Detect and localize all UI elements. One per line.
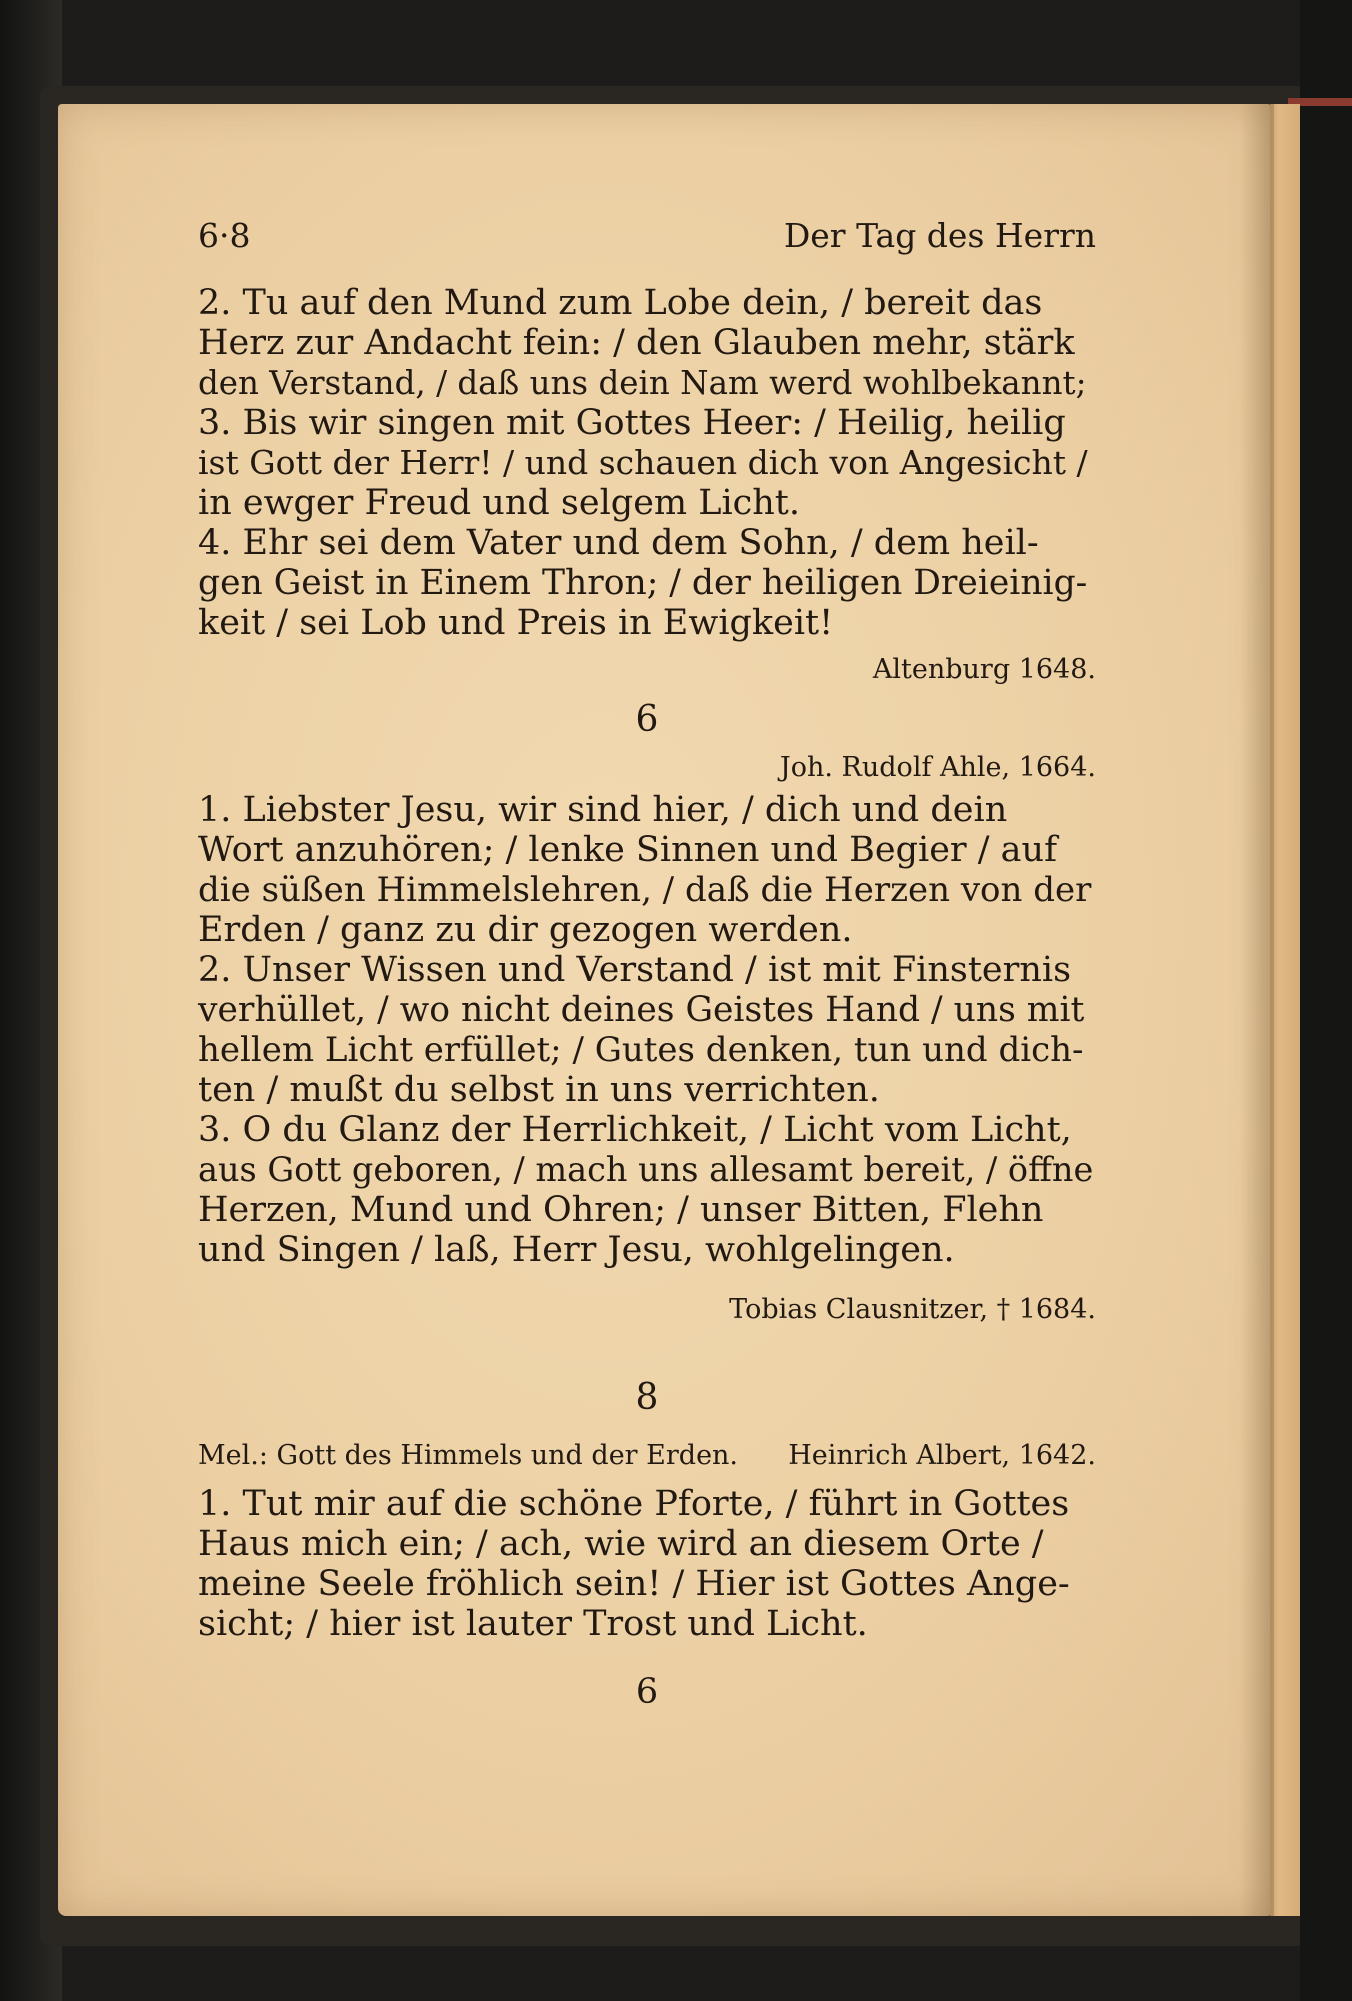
text-line: 1. Liebster Jesu, wir sind hier, / dich und dein <box>198 790 1008 830</box>
text-line: die süßen Himmelslehren, / daß die Herzen von der <box>198 870 1092 910</box>
page-number: 6·8 <box>198 216 251 255</box>
text-line: hellem Licht erfüllet; / Gutes denken, tun und dich- <box>198 1030 1084 1070</box>
text-line: sicht; / hier ist lauter Trost und Licht. <box>198 1604 868 1644</box>
text-line: meine Seele fröhlich sein! / Hier ist Gottes Ange- <box>198 1564 1070 1604</box>
text-line: Haus mich ein; / ach, wie wird an diesem Orte / <box>198 1524 1044 1564</box>
text-line: gen Geist in Einem Thron; / der heiligen Dreieinig- <box>198 563 1088 603</box>
background-right <box>1300 0 1352 2001</box>
hymn-8-text <box>198 1484 1096 1644</box>
spine-shadow <box>1240 104 1274 1916</box>
text-line: Erden / ganz zu dir gezogen werden. <box>198 910 853 950</box>
text-line: 4. Ehr sei dem Vater und dem Sohn, / dem heil- <box>198 523 1039 563</box>
text-line: 3. O du Glanz der Herrlichkeit, / Licht vom Licht, <box>198 1110 1072 1150</box>
text-line: und Singen / laß, Herr Jesu, wohlgelingen. <box>198 1230 955 1270</box>
text-line: Wort anzuhören; / lenke Sinnen und Begier / auf <box>198 830 1058 870</box>
text-line: 2. Unser Wissen und Verstand / ist mit Finsternis <box>198 950 1072 990</box>
text-line: 1. Tut mir auf die schöne Pforte, / führt in Gottes <box>198 1484 1070 1524</box>
hymn-8-number: 8 <box>635 1377 659 1418</box>
text-line: verhüllet, / wo nicht deines Geistes Hand / uns mit <box>198 990 1085 1030</box>
hymn-6-number: 6 <box>635 699 659 740</box>
hymn-8-melody-line <box>198 1436 1096 1476</box>
text-line: Herzen, Mund und Ohren; / unser Bitten, Flehn <box>198 1190 1044 1230</box>
text-line: 3. Bis wir singen mit Gottes Heer: / Heilig, heilig <box>198 403 1066 443</box>
text-line: Herz zur Andacht fein: / den Glauben mehr, stärk <box>198 323 1075 363</box>
hymn-6-text <box>198 790 1096 1270</box>
hymn-6-author: Joh. Rudolf Ahle, 1664. <box>779 752 1096 783</box>
hymn-prev-source: Altenburg 1648. <box>872 654 1096 685</box>
hymn-8-melody: Mel.: Gott des Himmels und der Erden. <box>198 1440 739 1471</box>
text-line: keit / sei Lob und Preis in Ewigkeit! <box>198 603 834 643</box>
text-line: ist Gott der Herr! / und schauen dich von Angesicht / <box>198 443 1088 482</box>
next-page-edge <box>1270 104 1300 1916</box>
hymn-8-composer: Heinrich Albert, 1642. <box>788 1440 1096 1471</box>
hymn-6-source: Tobias Clausnitzer, † 1684. <box>729 1294 1096 1325</box>
page-header <box>198 216 1096 256</box>
text-line: den Verstand, / daß uns dein Nam werd wohlbekannt; <box>198 364 1087 402</box>
hymn-prev-text <box>198 283 1096 643</box>
text-line: in ewger Freud und selgem Licht. <box>198 483 800 523</box>
signature-mark: 6 <box>635 1672 659 1712</box>
text-line: aus Gott geboren, / mach uns allesamt bereit, / öffne <box>198 1150 1094 1189</box>
text-line: 2. Tu auf den Mund zum Lobe dein, / bereit das <box>198 283 1043 323</box>
text-line: ten / mußt du selbst in uns verrichten. <box>198 1070 880 1110</box>
running-title: Der Tag des Herrn <box>783 216 1096 255</box>
